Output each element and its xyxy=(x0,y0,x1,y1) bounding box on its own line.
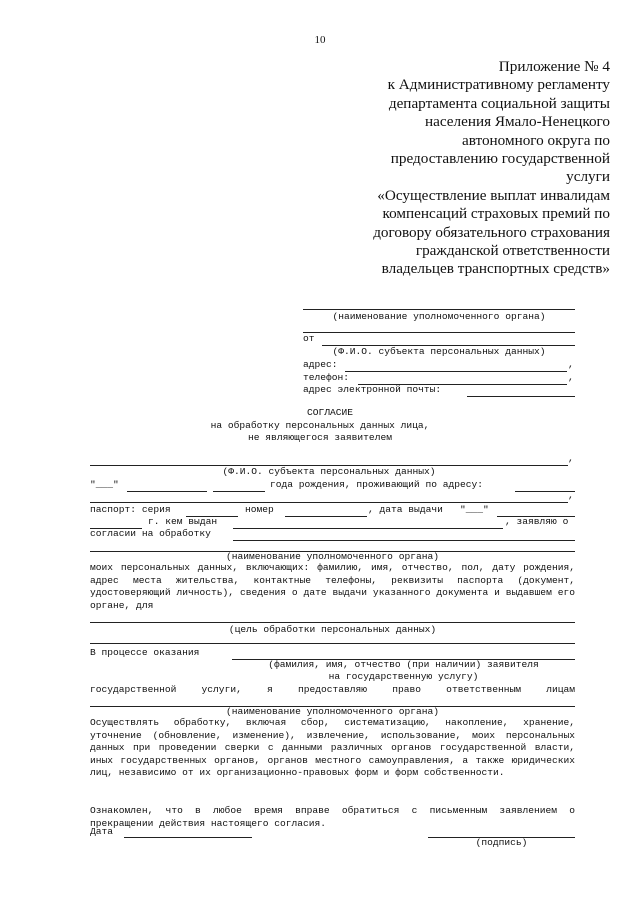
authority-caption-body: (наименование уполномоченного органа) xyxy=(225,551,440,562)
residence-comma: , xyxy=(568,490,574,501)
birth-text: года рождения, проживающий по адресу: xyxy=(270,479,484,490)
issue-date-label: , дата выдачи xyxy=(368,504,443,515)
from-label: от xyxy=(303,333,315,344)
birth-year-line[interactable] xyxy=(213,491,265,492)
appendix-line: предоставлению государственной xyxy=(390,150,610,168)
date-input-line[interactable] xyxy=(124,837,252,838)
subject-name-comma: , xyxy=(568,453,574,464)
consent-tail: , заявляю о xyxy=(505,516,569,527)
subject-name-caption-body: (Ф.И.О. субъекта персональных данных) xyxy=(222,466,436,477)
issued-by-label: г. кем выдан xyxy=(148,516,218,527)
phone-comma: , xyxy=(568,372,574,383)
consent-authority-line[interactable] xyxy=(233,540,575,541)
email-label: адрес электронной почты: xyxy=(303,384,442,395)
processing-paragraph: Осуществлять обработку, включая сбор, систематизацию, накопление, хранение, уточнение (обновление, изменение), извлечение, использование, моих персональных данных при проведении сверки с данными различных органов государственной власти, иных государственных органов, органов местного самоуправления, а также юридических лиц, независимо от их организационно-правовых форм и форм собственности. xyxy=(90,717,575,779)
address-label: адрес: xyxy=(303,359,338,370)
acknowledgement-paragraph: Ознакомлен, что в любое время вправе обратиться с письменным заявлением о прекращении действия настоящего согласия. xyxy=(90,805,575,829)
residence-line[interactable] xyxy=(515,491,575,492)
appendix-line: договору обязательного страхования xyxy=(373,223,610,241)
appendix-line: Приложение № 4 xyxy=(498,58,610,75)
passport-number-line[interactable] xyxy=(285,516,367,517)
address-input-line[interactable] xyxy=(345,371,567,372)
appendix-header xyxy=(290,58,610,279)
signature-caption: (подпись) xyxy=(475,837,528,848)
applicant-caption-1: (фамилия, имя, отчество (при наличии) заявителя xyxy=(268,659,539,670)
process-label: В процессе оказания xyxy=(90,647,200,658)
consent-label: согласии на обработку xyxy=(90,528,211,539)
appendix-line: к Административному регламенту xyxy=(387,76,610,94)
appendix-line: услуги xyxy=(566,168,610,186)
authority-name-caption: (наименование уполномоченного органа) xyxy=(332,311,546,322)
title-consent xyxy=(0,407,640,420)
passport-label: паспорт: серия xyxy=(90,504,171,515)
phone-label: телефон: xyxy=(303,372,350,383)
purpose-line[interactable] xyxy=(90,622,575,623)
authority-name-line-2[interactable] xyxy=(303,332,575,333)
address-comma: , xyxy=(568,359,574,370)
appendix-line: владельцев транспортных средств» xyxy=(381,260,610,278)
purpose-caption: (цель обработки персональных данных) xyxy=(228,624,437,635)
date-label: Дата xyxy=(90,826,114,837)
title-subtitle-2: не являющегося заявителем xyxy=(248,432,392,443)
appendix-line: населения Ямало-Ненецкого xyxy=(425,113,610,131)
authority-caption-body-2: (наименование уполномоченного органа) xyxy=(225,706,440,717)
authority-name-line[interactable] xyxy=(303,309,575,310)
birth-month-line[interactable] xyxy=(127,491,207,492)
birth-day-quote: "___" xyxy=(90,479,119,490)
residence-line-2[interactable] xyxy=(90,502,568,503)
purpose-line-2[interactable] xyxy=(90,643,575,644)
appendix-line: «Осуществление выплат инвалидам xyxy=(377,186,610,204)
appendix-line: департамента социальной защиты xyxy=(388,94,610,112)
title-consent-text: СОГЛАСИЕ xyxy=(306,407,354,418)
appendix-line: компенсаций страховых премий по xyxy=(382,205,610,223)
title-subtitle-1: на обработку персональных данных лица, xyxy=(210,420,430,431)
gov-service-line: государственной услуги, я предоставляю право ответственным лицам xyxy=(90,684,575,695)
appendix-line: гражданской ответственности xyxy=(415,242,610,260)
issued-by-line[interactable] xyxy=(233,528,503,529)
appendix-line: автономного округа по xyxy=(461,131,610,149)
issue-day-quote: "___" xyxy=(460,504,489,515)
subject-name-caption: (Ф.И.О. субъекта персональных данных) xyxy=(332,346,546,357)
email-input-line[interactable] xyxy=(467,396,575,397)
personal-data-paragraph: моих персональных данных, включающих: фамилию, имя, отчество, пол, дату рождения, адрес места жительства, контактные телефоны, реквизиты паспорта (документ, удостоверяющий личность), сведения о дате выдачи указанного документа и выдавшем его органе, для xyxy=(90,562,575,611)
page-number: 10 xyxy=(314,34,326,46)
applicant-caption-2: на государственную услугу) xyxy=(328,671,479,682)
passport-number-label: номер xyxy=(245,504,274,515)
